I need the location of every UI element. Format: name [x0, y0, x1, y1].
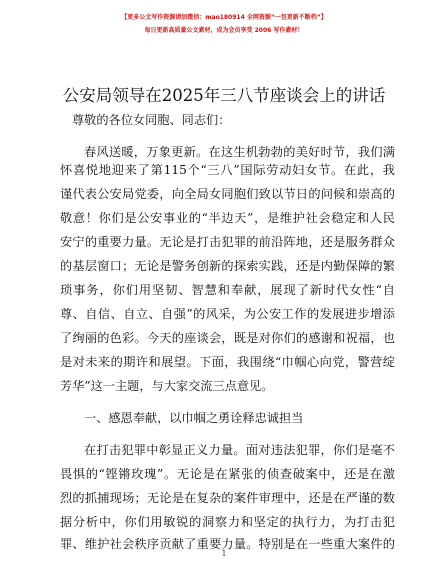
paragraph-line: 烈的抓捕现场；无论是在复杂的案件审理中，还是在严谨的数	[60, 491, 395, 505]
paragraph-line: 琐事务，你们用坚韧、智慧和奉献，展现了新时代女性“自	[60, 283, 395, 297]
paragraph-line: 据分析中，你们用敏锐的洞察力和坚定的执行力，为打击犯	[60, 515, 395, 529]
paragraph-line: 罪、维护社会秩序贡献了重要力量。特别是在一些重大案件的	[60, 537, 395, 551]
promo-banner-line: 【更多公文写作资源请加微信：mao180914 全网资源“一包更新不断档”】	[121, 14, 327, 21]
paragraph-line: 春风送暖，万象更新。在这生机勃勃的美好时节，我们满	[84, 145, 395, 159]
paragraph-line: 畏惧的“铿锵玫瑰”。无论是在紧张的侦查破案中，还是在激	[60, 467, 395, 481]
paragraph-line: 敬意！你们是公安事业的“半边天”，是维护社会稳定和人民	[60, 211, 395, 225]
section-heading: 一、感恩奉献，以巾帼之勇诠释忠诚担当	[84, 411, 304, 425]
paragraph-line: 的基层窗口；无论是警务创新的探索实践，还是内勤保障的繁	[60, 259, 395, 273]
paragraph-line: 尊、自信、自立、自强”的风采，为公安工作的发展进步增添	[60, 307, 395, 321]
paragraph-line: 安宁的重要力量。无论是打击犯罪的前沿阵地，还是服务群众	[60, 235, 395, 249]
salutation: 尊敬的各位女同胞、同志们：	[72, 113, 231, 127]
document-title: 公安局领导在2025年三八节座谈会上的讲话	[62, 86, 386, 105]
paragraph-line: 是对未来的期许和展望。下面，我围绕“巾帼心向党，警营绽	[60, 355, 395, 369]
paragraph-line: 在打击犯罪中彰显正义力量。面对违法犯罪，你们是毫不	[84, 443, 395, 457]
paragraph-line: 芳华”这一主题，与大家交流三点意见。	[60, 379, 274, 393]
paragraph-line: 怀喜悦地迎来了第115个“三八”国际劳动妇女节。在此，我	[60, 163, 395, 177]
paragraph-line: 了绚丽的色彩。今天的座谈会，既是对你们的感谢和祝福，也	[60, 331, 395, 345]
promo-banner-line: 每日更新高质量公文素材，成为会员享受 2006 写作素材！	[144, 27, 304, 34]
page-number: 1	[221, 549, 227, 558]
paragraph-line: 谨代表公安局党委，向全局女同胞们致以节日的问候和崇高的	[60, 187, 395, 201]
